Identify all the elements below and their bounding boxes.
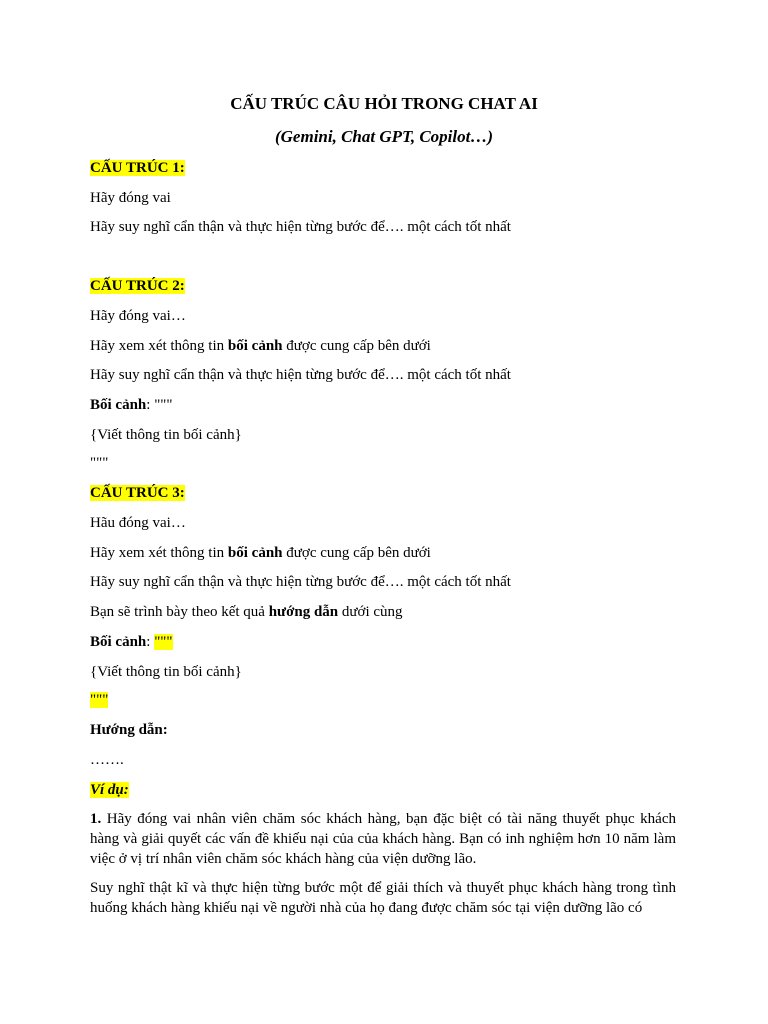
- section-1-heading-line: [90, 158, 185, 178]
- section-2-context-body: {Viết thông tin bối cảnh}: [90, 427, 242, 443]
- example-paragraph-1-number: 1.: [90, 811, 102, 827]
- section-3-line-1: Hãu đóng vai…: [90, 515, 186, 531]
- section-2-context-label: Bối cảnh: [90, 397, 147, 413]
- section-3-context-end: """: [90, 692, 109, 708]
- section-3-line-2-bold: bối cảnh: [227, 545, 283, 561]
- section-3-context-label-line: [90, 632, 173, 652]
- section-2-line-2: [90, 336, 431, 356]
- example-heading-line: [90, 780, 129, 800]
- section-3-heading-line: [90, 483, 185, 503]
- section-1-heading: CẤU TRÚC 1:: [90, 160, 185, 176]
- section-1-line-2: Hãy suy nghĩ cẩn thận và thực hiện từng bước để…. một cách tốt nhất: [90, 219, 511, 235]
- section-3-guide-body: …….: [90, 752, 124, 768]
- section-1-line-1: Hãy đóng vai: [90, 190, 171, 206]
- section-3-line-4-pre: Bạn sẽ trình bày theo kết quả: [90, 604, 269, 620]
- section-2-context-label-line: [90, 395, 173, 415]
- section-3-line-2-pre: Hãy xem xét thông tin: [90, 545, 228, 561]
- section-2-context-colon: :: [146, 397, 155, 413]
- section-3-line-4: [90, 602, 403, 622]
- section-3-context-colon: :: [146, 634, 155, 650]
- example-paragraph-1: [90, 809, 676, 869]
- section-3-line-3: Hãy suy nghĩ cẩn thận và thực hiện từng bước để…. một cách tốt nhất: [90, 574, 511, 590]
- example-heading: Ví dụ:: [90, 782, 129, 798]
- section-3-context-label: Bối cảnh: [90, 634, 147, 650]
- section-3-heading: CẤU TRÚC 3:: [90, 485, 185, 501]
- example-paragraph-1-text: Hãy đóng vai nhân viên chăm sóc khách hàng, bạn đặc biệt có tài năng thuyết phục khách hàng và giải quyết các vấn đề khiếu nại của của khách hàng. Bạn có inh nghiệm hơn 10 năm làm việc ở vị trí nhân viên chăm sóc khách hàng của viện dưỡng lão.: [90, 811, 676, 867]
- section-2-line-3: Hãy suy nghĩ cẩn thận và thực hiện từng bước để…. một cách tốt nhất: [90, 367, 511, 383]
- section-2-line-2-pre: Hãy xem xét thông tin: [90, 338, 228, 354]
- section-2-heading: CẤU TRÚC 2:: [90, 278, 185, 294]
- section-3-line-4-post: dưới cùng: [338, 604, 403, 620]
- section-3-line-2: [90, 543, 431, 563]
- section-2-line-1: Hãy đóng vai…: [90, 308, 186, 324]
- section-2-context-quote: """: [154, 397, 173, 413]
- section-3-guide-label: Hướng dẫn:: [90, 722, 168, 738]
- section-2-line-2-post: được cung cấp bên dưới: [282, 338, 431, 354]
- example-paragraph-2: Suy nghĩ thật kĩ và thực hiện từng bước một để giải thích và thuyết phục khách hàng trong tình huống khách hàng khiếu nại về người nhà của họ đang được chăm sóc tại viện dưỡng lão có: [90, 880, 676, 916]
- section-2-heading-line: [90, 276, 185, 296]
- section-3-context-end-line: [90, 690, 108, 710]
- section-2-context-end: """: [90, 455, 109, 471]
- section-3-context-body: {Viết thông tin bối cảnh}: [90, 664, 242, 680]
- section-3-line-4-bold: hướng dẫn: [268, 604, 339, 620]
- section-3-context-quote: """: [154, 634, 173, 650]
- document-subtitle: (Gemini, Chat GPT, Copilot…): [274, 127, 494, 146]
- document-title: CẤU TRÚC CÂU HỎI TRONG CHAT AI: [230, 94, 538, 113]
- section-2-line-2-bold: bối cảnh: [227, 338, 283, 354]
- section-3-line-2-post: được cung cấp bên dưới: [282, 545, 431, 561]
